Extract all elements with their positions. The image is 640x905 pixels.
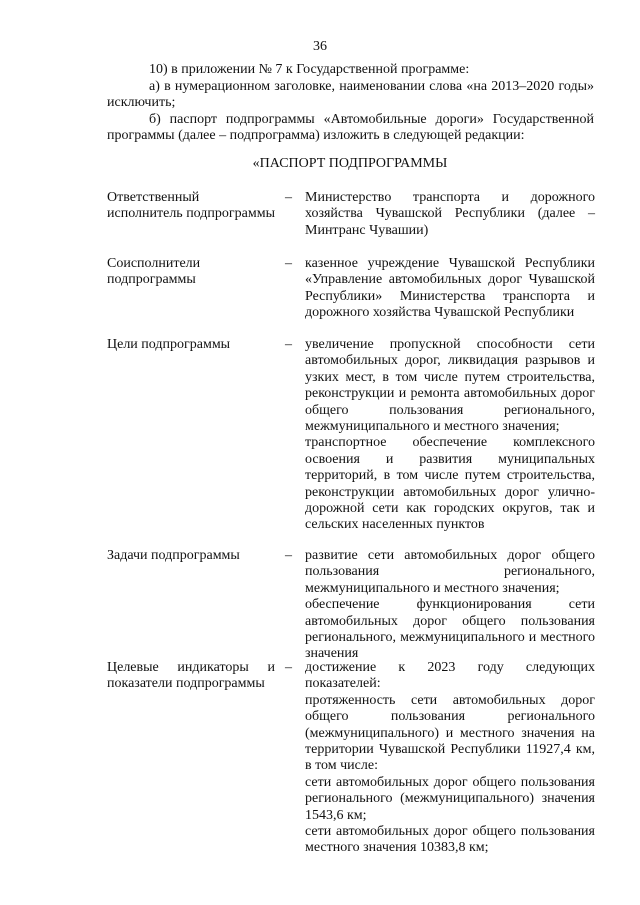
row-value <box>305 660 595 857</box>
row-label: Ответственный исполнитель подпрограммы <box>107 190 275 222</box>
intro-paragraph-1: 10) в приложении № 7 к Государственной программе: <box>149 62 470 77</box>
row-dash: – <box>285 256 292 271</box>
page-number: 36 <box>313 39 327 54</box>
row-label: Задачи подпрограммы <box>107 548 240 563</box>
row-value-paragraph: протяженность сети автомобильных дорог общего пользования регионального (межмуниципального) и местного значения на территории Чувашской Республики 11927,4 км, в том числе: <box>305 692 595 774</box>
row-value <box>305 337 595 534</box>
intro-paragraph-2: а) в нумерационном заголовке, наименовании слова «на 2013–2020 годы» исключить; <box>107 78 594 110</box>
row-label: Целевые индикаторы и показатели подпрограммы <box>107 660 275 692</box>
row-value <box>305 256 595 322</box>
row-value <box>305 548 595 663</box>
intro-paragraph-3: б) паспорт подпрограммы «Автомобильные дороги» Государственной программы (далее – подпрограмма) изложить в следующей редакции: <box>107 111 594 143</box>
row-label: Цели подпрограммы <box>107 337 231 352</box>
row-value-paragraph: развитие сети автомобильных дорог общего пользования регионального, межмуниципального и местного значения; <box>305 548 595 596</box>
row-value-paragraph: казенное учреждение Чувашской Республики «Управление автомобильных дорог Чувашской Республики» Министерства транспорта и дорожного хозяйства Чувашской Республики <box>305 256 595 321</box>
row-value-paragraph: достижение к 2023 году следующих показателей: <box>305 660 595 692</box>
row-value-paragraph: сети автомобильных дорог общего пользования местного значения 10383,8 км; <box>305 824 595 856</box>
row-value-paragraph: сети автомобильных дорог общего пользования регионального (межмуниципального) значения 1543,6 км; <box>305 774 595 823</box>
row-label: Соисполнители подпрограммы <box>107 256 201 288</box>
row-value-paragraph: увеличение пропускной способности сети автомобильных дорог, ликвидация разрывов и узких мест, в том числе путем строительства, реконструкции и ремонта автомобильных дорог общего пользования регионального, межмуниципального и местного значения; <box>305 337 595 435</box>
row-dash: – <box>285 190 292 205</box>
intro-block <box>107 62 594 145</box>
row-dash: – <box>285 660 292 675</box>
row-value-paragraph: транспортное обеспечение комплексного освоения и развития муниципальных территорий, в том числе путем строительства, реконструкции автомобильных дорог улично-дорожной сети как городских округов, так и сельских населенных пунктов <box>305 435 595 533</box>
row-value-paragraph: Министерство транспорта и дорожного хозяйства Чувашской Республики (далее – Минтранс Чувашии) <box>305 190 595 238</box>
passport-heading: «ПАСПОРТ ПОДПРОГРАММЫ <box>252 156 448 171</box>
row-value <box>305 190 595 239</box>
row-value-paragraph: обеспечение функционирования сети автомобильных дорог общего пользования регионального, межмуниципального и местного значения <box>305 597 595 662</box>
row-dash: – <box>285 337 292 352</box>
row-dash: – <box>285 548 292 563</box>
